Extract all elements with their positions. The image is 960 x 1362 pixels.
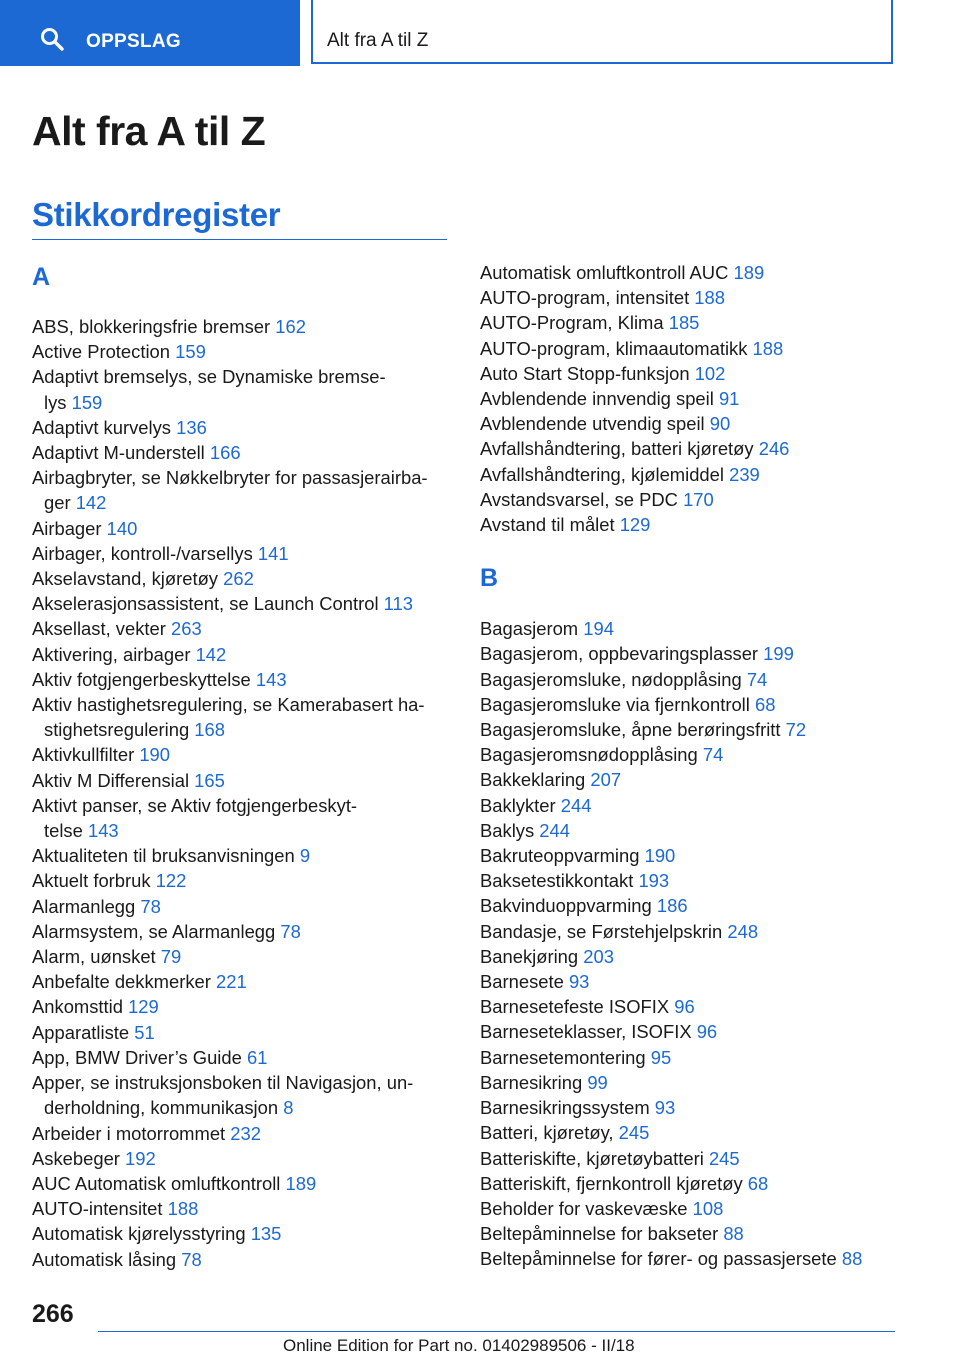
index-entry: [32, 843, 452, 868]
index-entry-text: stighetsregulering: [44, 719, 195, 741]
page-reference-link[interactable]: 61: [246, 1046, 268, 1068]
index-entry: [480, 361, 900, 386]
page-reference-link[interactable]: 193: [638, 870, 670, 892]
page-reference-link[interactable]: 8: [283, 1097, 294, 1119]
page-reference-link[interactable]: 188: [167, 1198, 199, 1220]
index-entry: [32, 894, 452, 919]
index-entry-text: Avblendende innvendig speil: [480, 388, 719, 410]
index-entry: [32, 994, 452, 1019]
letter-gap: [480, 537, 900, 563]
page-reference-link[interactable]: 95: [650, 1046, 672, 1068]
index-entry: [32, 969, 452, 994]
page-reference-link[interactable]: 9: [299, 845, 311, 867]
index-entry: [480, 742, 900, 767]
page-reference-link[interactable]: 239: [729, 463, 760, 485]
page-reference-link[interactable]: 221: [216, 971, 247, 993]
index-entry-text: Baklykter: [480, 794, 561, 816]
index-entry-text: derholdning, kommunikasjon: [44, 1097, 284, 1119]
page-reference-link[interactable]: 141: [257, 542, 289, 564]
page-reference-link[interactable]: 136: [176, 416, 207, 438]
index-entry: [480, 893, 900, 918]
index-entry: [32, 667, 452, 692]
index-entry-text: Bagasjerom: [480, 618, 584, 640]
top-navigation-bar: [0, 0, 960, 66]
page-reference-link[interactable]: 122: [155, 870, 187, 892]
index-entry: [32, 440, 452, 465]
index-entry: [32, 1121, 452, 1146]
index-entry-text: Beholder for vaskevæske: [480, 1197, 693, 1219]
page-reference-link[interactable]: 189: [733, 262, 765, 283]
index-entry-text: Batteri, kjøretøy,: [480, 1122, 619, 1144]
index-entry-text: ger: [44, 492, 76, 514]
page-reference-link[interactable]: 262: [223, 568, 254, 590]
index-entry-text: Adaptivt M-understell: [32, 442, 210, 464]
page-number: 266: [32, 1300, 74, 1328]
index-entry-text: AUTO-Program, Klima: [480, 312, 669, 334]
index-entry: [32, 541, 452, 566]
index-entry: [480, 487, 900, 512]
index-entry: [480, 793, 900, 818]
index-entry-text: Active Protection: [32, 341, 176, 363]
index-entry: [480, 767, 900, 792]
page-reference-link[interactable]: 96: [696, 1021, 718, 1043]
page-reference-link[interactable]: 90: [709, 413, 731, 435]
index-entry-text: Apparatliste: [32, 1021, 135, 1043]
index-entry: [480, 1196, 900, 1221]
index-entry-text: Ankomsttid: [32, 996, 129, 1018]
index-entry-text: Aktivt panser, se Aktiv fotgjengerbeskyt-: [32, 794, 358, 816]
index-entry: [480, 1146, 900, 1171]
index-entry: [480, 310, 900, 335]
index-entry-text: Barnesetemontering: [480, 1046, 651, 1068]
index-entry: [32, 1247, 452, 1272]
index-entry-text: AUTO-intensitet: [32, 1198, 168, 1220]
page-reference-link[interactable]: 246: [758, 438, 790, 460]
index-entry-text: Batteriskifte, kjøretøybatteri: [480, 1147, 709, 1169]
index-entry: [480, 667, 900, 692]
index-subtitle: Stikkordregister: [32, 196, 281, 233]
page-reference-link[interactable]: 186: [656, 895, 688, 917]
index-entry: [32, 642, 452, 667]
index-entry-text: AUTO-program, intensitet: [480, 287, 695, 309]
index-entry-text: Banekjøring: [480, 945, 584, 967]
page-reference-link[interactable]: 142: [195, 643, 227, 665]
search-tab-label: OPPSLAG: [86, 31, 182, 52]
page-reference-link[interactable]: 159: [71, 391, 103, 413]
index-entry: [480, 1019, 900, 1044]
page-reference-link[interactable]: 99: [587, 1071, 608, 1093]
index-entry-text: Aktualiteten til bruksanvisningen: [32, 845, 300, 867]
index-entry: [32, 768, 452, 793]
page-reference-link[interactable]: 143: [255, 668, 287, 690]
index-entry-text: Beltepåminnelse for bakseter: [480, 1223, 724, 1245]
index-entry: [480, 1045, 900, 1070]
index-entry-text: Aktivering, airbager: [32, 643, 196, 665]
page-reference-link[interactable]: 166: [209, 442, 241, 464]
index-entry-text: Avblendende utvendig speil: [480, 413, 710, 435]
index-entry: [480, 285, 900, 310]
page-reference-link[interactable]: 140: [106, 517, 138, 539]
page-reference-link[interactable]: 129: [128, 996, 159, 1018]
index-entry: [32, 516, 452, 541]
index-entry: [32, 415, 452, 440]
page-reference-link[interactable]: 142: [75, 492, 107, 514]
index-entry-text: Askebeger: [32, 1147, 126, 1169]
page-reference-link[interactable]: 78: [181, 1248, 202, 1270]
page-reference-link[interactable]: 93: [654, 1097, 676, 1119]
index-entry-text: Avstand til målet: [480, 514, 620, 536]
index-entry-text: Bagasjeromsluke, nødopplåsing: [480, 668, 747, 690]
page-reference-link[interactable]: 203: [583, 945, 614, 967]
page-reference-link[interactable]: 190: [139, 744, 170, 766]
index-entry-text: Aktiv M Differensial: [32, 769, 195, 791]
page-reference-link[interactable]: 189: [285, 1172, 317, 1194]
index-entry: [32, 692, 452, 717]
index-entry: [480, 1095, 900, 1120]
page-reference-link[interactable]: 245: [708, 1147, 740, 1169]
index-entry: [32, 465, 452, 490]
index-entry-text: Batteriskift, fjernkontroll kjøretøy: [480, 1172, 748, 1194]
page-reference-link[interactable]: 93: [568, 971, 590, 993]
page-reference-link[interactable]: 188: [694, 287, 725, 309]
index-entry-text: Avstandsvarsel, se PDC: [480, 488, 684, 510]
index-entry: [32, 1171, 452, 1196]
index-entry-text: Baklys: [480, 819, 540, 841]
index-entry-text: Airbagbryter, se Nøkkelbryter for passasjerairba-: [32, 467, 428, 489]
index-column-left: [32, 260, 452, 1272]
index-entry-text: AUC Automatisk omluftkontroll: [32, 1172, 286, 1194]
index-entry: [32, 717, 452, 742]
index-entry-text: Aksellast, vekter: [32, 618, 171, 640]
page-reference-link[interactable]: 78: [280, 920, 301, 942]
page-reference-link[interactable]: 192: [125, 1147, 156, 1169]
index-entry: [480, 386, 900, 411]
index-entry-text: Bagasjeromsluke, åpne berøringsfritt: [480, 719, 786, 741]
index-entry-text: Automatisk omluftkontroll AUC: [480, 262, 734, 283]
index-entry: [32, 1095, 452, 1120]
page-reference-link[interactable]: 190: [644, 845, 676, 867]
index-entry: [480, 919, 900, 944]
page-reference-link[interactable]: 108: [692, 1197, 724, 1219]
index-entry: [32, 1146, 452, 1171]
index-entry-text: Aktuelt forbruk: [32, 870, 156, 892]
index-entry-text: Alarmsystem, se Alarmanlegg: [32, 920, 281, 942]
index-entry-text: Bandasje, se Førstehjelpskrin: [480, 920, 728, 942]
index-entry: [32, 1045, 452, 1070]
index-entry-text: telse: [44, 820, 88, 842]
page-reference-link[interactable]: 207: [590, 769, 622, 791]
page-reference-link[interactable]: 194: [583, 618, 614, 640]
page-reference-link[interactable]: 245: [618, 1122, 650, 1144]
page-reference-link[interactable]: 185: [668, 312, 700, 334]
search-icon: [40, 27, 64, 51]
index-entry: [480, 969, 900, 994]
index-entry-text: Avfallshåndtering, batteri kjøretøy: [480, 438, 759, 460]
index-entry-text: Aktiv hastighetsregulering, se Kamerabasert ha-: [32, 694, 425, 716]
page-reference-link[interactable]: 102: [694, 362, 726, 384]
page-reference-link[interactable]: 244: [560, 794, 592, 816]
index-entry: [480, 411, 900, 436]
index-entry-text: Beltepåminnelse for fører- og passasjersete: [480, 1248, 842, 1270]
index-entry: [32, 919, 452, 944]
index-entry-text: Alarmanlegg: [32, 895, 141, 917]
index-letter-a: A: [32, 263, 51, 291]
index-entry-text: Airbager, kontroll-/varsellys: [32, 542, 258, 564]
index-entry-text: Akselavstand, kjøretøy: [32, 568, 224, 590]
edition-footer: Online Edition for Part no. 01402989506 - II/18: [283, 1336, 635, 1355]
page-reference-link[interactable]: 129: [619, 514, 651, 536]
index-entry-list-right-b: [480, 616, 900, 1271]
index-entry: [32, 1196, 452, 1221]
page-reference-link[interactable]: 159: [175, 341, 206, 363]
index-entry: [480, 1246, 900, 1271]
page-reference-link[interactable]: 74: [702, 744, 724, 766]
index-entry: [480, 1120, 900, 1145]
page-reference-link[interactable]: 263: [171, 618, 202, 640]
index-entry: [32, 868, 452, 893]
index-entry: [480, 616, 900, 641]
page-reference-link[interactable]: 168: [194, 719, 225, 741]
page-reference-link[interactable]: 78: [140, 895, 161, 917]
index-entry: [480, 843, 900, 868]
index-entry-text: ABS, blokkeringsfrie bremser: [32, 316, 276, 337]
page-reference-link[interactable]: 188: [752, 337, 784, 359]
index-entry: [480, 1221, 900, 1246]
subtitle-divider: [32, 239, 447, 240]
page-reference-link[interactable]: 248: [727, 920, 759, 942]
index-entry: [32, 490, 452, 515]
index-entry-text: Bakruteoppvarming: [480, 845, 645, 867]
index-entry-text: Auto Start Stopp-funksjon: [480, 362, 695, 384]
page-reference-link[interactable]: 162: [275, 316, 306, 337]
index-entry-text: AUTO-program, klimaautomatikk: [480, 337, 753, 359]
index-entry-text: Airbager: [32, 517, 107, 539]
index-entry: [480, 260, 900, 285]
index-entry-text: Barnesikringssystem: [480, 1097, 655, 1119]
index-entry: [480, 818, 900, 843]
index-entry: [32, 314, 452, 339]
page-reference-link[interactable]: 199: [763, 643, 794, 665]
index-column-right: [480, 260, 900, 1272]
footer-divider: [98, 1331, 895, 1332]
index-entry: [480, 641, 900, 666]
index-entry: [480, 1171, 900, 1196]
index-entry-list-left: [32, 314, 452, 1272]
index-entry: [32, 818, 452, 843]
page-reference-link[interactable]: 170: [683, 488, 714, 510]
index-entry-text: Baksetestikkontakt: [480, 870, 639, 892]
section-breadcrumb-label: Alt fra A til Z: [327, 30, 429, 51]
index-entry-text: Alarm, uønsket: [32, 946, 161, 968]
index-entry-text: Adaptivt kurvelys: [32, 416, 177, 438]
page-reference-link[interactable]: 135: [250, 1223, 282, 1245]
index-entry: [32, 364, 452, 389]
index-entry-text: Automatisk låsing: [32, 1248, 182, 1270]
index-entry-text: Aktivkullfilter: [32, 744, 140, 766]
index-entry-text: Bagasjeromsluke via fjernkontroll: [480, 693, 755, 715]
page-reference-link[interactable]: 68: [754, 693, 776, 715]
index-entry-text: Barneseteklasser, ISOFIX: [480, 1021, 697, 1043]
page-reference-link[interactable]: 113: [383, 593, 413, 615]
index-entry: [480, 436, 900, 461]
index-entry: [480, 868, 900, 893]
index-entry: [32, 793, 452, 818]
index-entry-text: Bagasjerom, oppbevaringsplasser: [480, 643, 764, 665]
index-entry: [32, 390, 452, 415]
index-entry: [32, 742, 452, 767]
index-entry-text: Avfallshåndtering, kjølemiddel: [480, 463, 730, 485]
index-entry-text: Apper, se instruksjonsboken til Navigasjon, un-: [32, 1072, 414, 1094]
index-entry-text: lys: [44, 391, 72, 413]
index-entry: [32, 944, 452, 969]
index-entry: [480, 994, 900, 1019]
search-tab-button[interactable]: [0, 0, 300, 66]
index-entry-list-right-a: [480, 260, 900, 537]
index-entry-text: Arbeider i motorrommet: [32, 1122, 231, 1144]
page-reference-link[interactable]: 91: [718, 388, 740, 410]
page-reference-link[interactable]: 51: [134, 1021, 155, 1043]
section-breadcrumb[interactable]: [311, 0, 893, 64]
index-entry: [480, 692, 900, 717]
index-entry: [32, 591, 452, 616]
index-entry-text: Barnesetefeste ISOFIX: [480, 996, 675, 1018]
index-entry-text: App, BMW Driver’s Guide: [32, 1046, 247, 1068]
index-entry: [32, 616, 452, 641]
index-entry-text: Bakvinduoppvarming: [480, 895, 657, 917]
page-reference-link[interactable]: 88: [841, 1248, 863, 1270]
index-entry: [480, 462, 900, 487]
page-reference-link[interactable]: 88: [723, 1223, 744, 1245]
page-reference-link[interactable]: 143: [87, 820, 119, 842]
page-reference-link[interactable]: 72: [785, 719, 807, 741]
index-entry-text: Adaptivt bremselys, se Dynamiske bremse-: [32, 366, 386, 388]
index-entry: [480, 512, 900, 537]
page-reference-link[interactable]: 232: [230, 1122, 261, 1144]
index-entry: [480, 1070, 900, 1095]
page-reference-link[interactable]: 96: [674, 996, 695, 1018]
index-entry: [32, 1020, 452, 1045]
index-entry-text: Aktiv fotgjengerbeskyttelse: [32, 668, 256, 690]
page-title: Alt fra A til Z: [32, 108, 266, 154]
index-entry: [32, 339, 452, 364]
index-entry: [32, 1070, 452, 1095]
page-reference-link[interactable]: 244: [539, 819, 570, 841]
index-entry-text: Bakkeklaring: [480, 769, 591, 791]
index-entry-text: Barnesete: [480, 971, 569, 993]
page-reference-link[interactable]: 165: [194, 769, 225, 791]
page-reference-link[interactable]: 74: [746, 668, 768, 690]
index-entry: [32, 566, 452, 591]
index-entry-text: Barnesikring: [480, 1071, 588, 1093]
index-entry: [480, 717, 900, 742]
page-reference-link[interactable]: 68: [747, 1172, 769, 1194]
index-entry: [480, 336, 900, 361]
index-entry: [32, 1221, 452, 1246]
page-reference-link[interactable]: 79: [160, 946, 182, 968]
index-entry: [480, 944, 900, 969]
index-letter-b: B: [480, 564, 499, 593]
index-entry-text: Akselerasjonsassistent, se Launch Control: [32, 593, 384, 615]
index-entry-text: Automatisk kjørelysstyring: [32, 1223, 251, 1245]
index-entry-text: Anbefalte dekkmerker: [32, 971, 216, 993]
index-entry-text: Bagasjeromsnødopplåsing: [480, 744, 703, 766]
